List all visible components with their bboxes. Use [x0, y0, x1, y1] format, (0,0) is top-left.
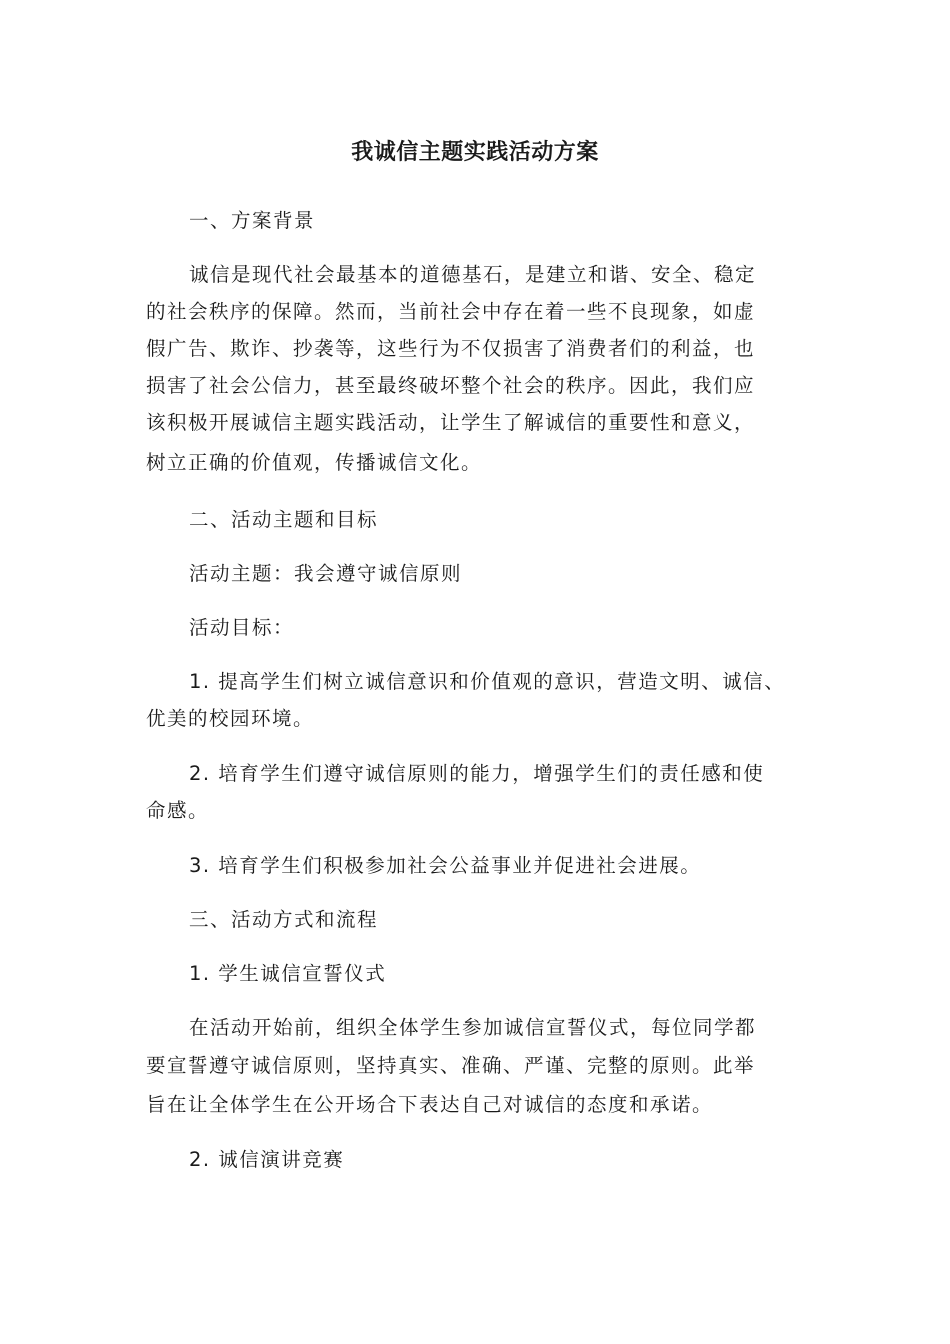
- list-item-line: 3. 培育学生们积极参加社会公益事业并促进社会进展。: [189, 854, 702, 877]
- list-item-line: 优美的校园环境。: [146, 707, 315, 730]
- paragraph-line: 树立正确的价值观，传播诚信文化。: [146, 451, 483, 474]
- paragraph-line: 该积极开展诚信主题实践活动，让学生了解诚信的重要性和意义，: [146, 411, 756, 434]
- document-title: 我诚信主题实践活动方案: [351, 140, 599, 165]
- section-heading-theme-goals: 二、活动主题和目标: [189, 508, 379, 531]
- paragraph-line: 在活动开始前，组织全体学生参加诚信宣誓仪式，每位同学都: [189, 1016, 757, 1039]
- paragraph-line: 诚信是现代社会最基本的道德基石，是建立和谐、安全、稳定: [189, 263, 757, 286]
- activity-theme-line: 活动主题：我会遵守诚信原则: [189, 562, 463, 585]
- list-item-line: 命感。: [146, 799, 210, 822]
- list-item-line: 1. 提高学生们树立诚信意识和价值观的意识，营造文明、诚信、: [189, 670, 786, 693]
- list-item-line: 2. 培育学生们遵守诚信原则的能力，增强学生们的责任感和使: [189, 762, 765, 785]
- subsection-heading: 1. 学生诚信宣誓仪式: [189, 962, 387, 985]
- paragraph-line: 损害了社会公信力，甚至最终破坏整个社会的秩序。因此，我们应: [146, 374, 756, 397]
- paragraph-line: 旨在让全体学生在公开场合下表达自己对诚信的态度和承诺。: [146, 1093, 714, 1116]
- subsection-heading: 2. 诚信演讲竞赛: [189, 1148, 345, 1171]
- paragraph-line: 要宣誓遵守诚信原则，坚持真实、准确、严谨、完整的原则。此举: [146, 1054, 756, 1077]
- paragraph-line: 假广告、欺诈、抄袭等，这些行为不仅损害了消费者们的利益，也: [146, 337, 756, 360]
- activity-goals-label: 活动目标：: [189, 616, 295, 639]
- section-heading-background: 一、方案背景: [189, 209, 316, 232]
- paragraph-line: 的社会秩序的保障。然而，当前社会中存在着一些不良现象，如虚: [146, 300, 756, 323]
- section-heading-methods: 三、活动方式和流程: [189, 908, 379, 931]
